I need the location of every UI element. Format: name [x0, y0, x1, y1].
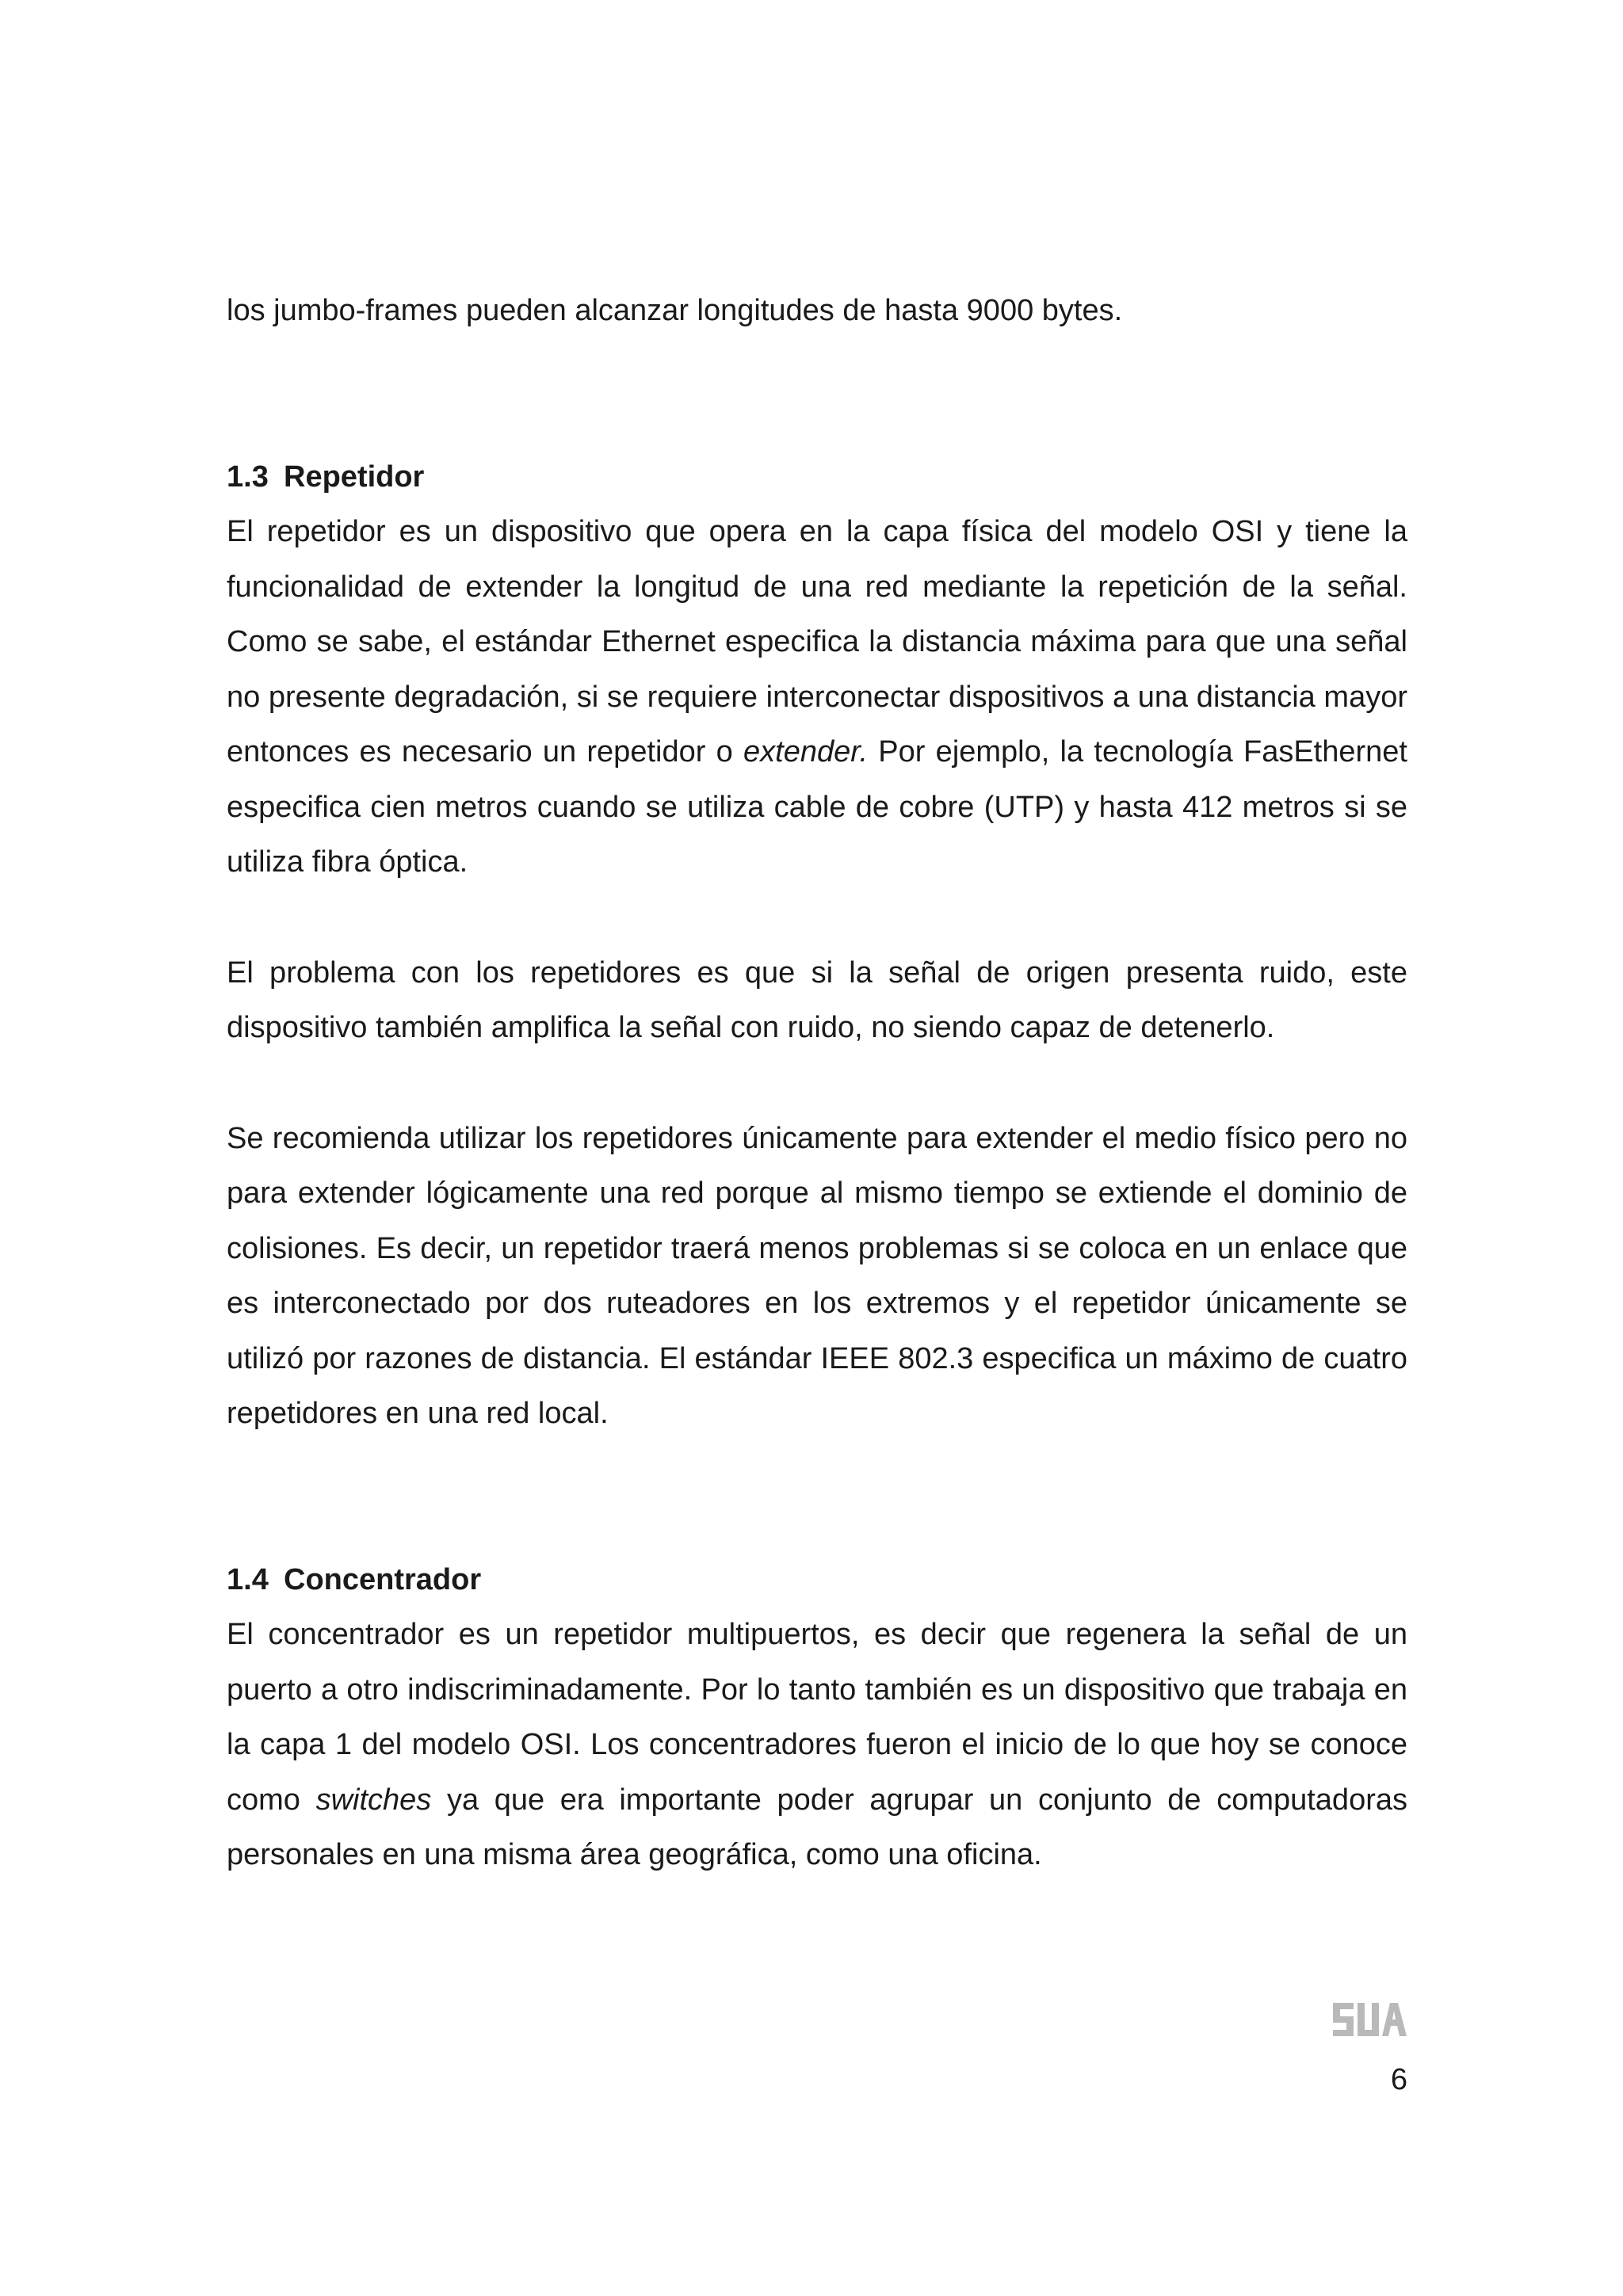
- paragraph-text: ya que era importante poder agrupar un conjunto de computadoras personales en una misma área geográfica, como una oficina.: [227, 1783, 1407, 1871]
- section-title: Repetidor: [284, 460, 425, 494]
- emphasized-term: switches: [315, 1783, 432, 1817]
- section-number: 1.4: [227, 1562, 269, 1596]
- paragraph-text: El repetidor es un dispositivo que opera en la capa física del modelo OSI y tiene la funcionalidad de extender la longitud de una red mediante la repetición de la señal. Como se sabe, el estándar Ethernet especifica la distancia máxima para que una señal no presente degradación, si se requiere interconectar dispositivos a una distancia mayor entonces es necesario un repetidor o: [227, 515, 1407, 769]
- emphasized-term: extender.: [743, 735, 869, 769]
- paragraph-text: Por ejemplo, la tecnología FasEthernet especifica cien metros cuando se utiliza cable de cobre (UTP) y hasta 412 metros si se utiliza fibra óptica.: [227, 735, 1407, 879]
- intro-paragraph: los jumbo-frames pueden alcanzar longitudes de hasta 9000 bytes.: [227, 294, 1123, 327]
- section-heading-repetidor: [227, 450, 1407, 505]
- section-heading-concentrador: [227, 1553, 1407, 1608]
- sua-logo: [1331, 2000, 1407, 2039]
- page-content: [227, 284, 1407, 1883]
- paragraph-text: El concentrador es un repetidor multipuertos, es decir que regenera la señal de un puerto a otro indiscriminadamente. Por lo tanto también es un dispositivo que trabaja en la capa 1 del modelo OSI. Los concentradores fueron el inicio de lo que hoy se conoce como: [227, 1618, 1407, 1817]
- page-number: 6: [1390, 2063, 1407, 2096]
- repetidor-paragraph-1: [227, 505, 1407, 891]
- section-number: 1.3: [227, 460, 269, 494]
- section-title: Concentrador: [284, 1562, 482, 1596]
- concentrador-paragraph-1: [227, 1608, 1407, 1883]
- repetidor-paragraph-3: Se recomienda utilizar los repetidores únicamente para extender el medio físico pero no para extender lógicamente una red porque al mismo tiempo se extiende el dominio de colisiones. Es decir, un repetidor traerá menos problemas si se coloca en un enlace que es interconectado por dos ruteadores en los extremos y el repetidor únicamente se utilizó por razones de distancia. El estándar IEEE 802.3 especifica un máximo de cuatro repetidores en una red local.: [227, 1121, 1407, 1430]
- repetidor-paragraph-2: El problema con los repetidores es que si la señal de origen presenta ruido, este dispositivo también amplifica la señal con ruido, no siendo capaz de detenerlo.: [227, 955, 1407, 1044]
